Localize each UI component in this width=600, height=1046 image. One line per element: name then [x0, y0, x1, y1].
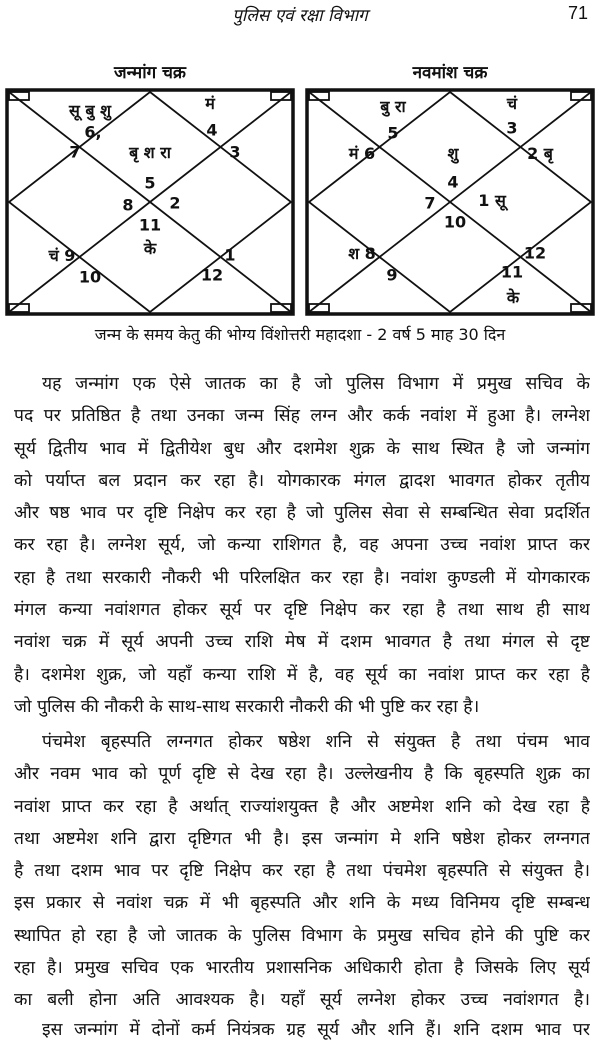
text-line: को पर्याप्त बल प्रदान कर रहा है। योगकारक मंगल द्वादश भावगत होकर तृतीय: [14, 470, 590, 491]
navamansh-chart-title: नवमांश चक्र: [412, 63, 488, 83]
house-number: 5: [144, 173, 156, 193]
house-number: 7: [424, 193, 436, 213]
chart-grid: [305, 88, 595, 316]
house-number: 6,: [84, 122, 102, 142]
house-label: सू बु शु: [69, 101, 111, 120]
text-line: पद पर प्रतिष्ठित है तथा उनका जन्म सिंह लग्न और कर्क नवांश में हुआ है। लग्नेश: [14, 406, 590, 427]
house-number: 8: [122, 195, 134, 215]
text-line: और नवम भाव को पूर्ण दृष्टि से देख रहा है। उल्लेखनीय है कि बृहस्पति शुक्र का: [14, 764, 590, 785]
text-line: जो पुलिस की नौकरी के साथ-साथ सरकारी नौकरी की भी पुष्टि कर रहा है।: [14, 696, 480, 717]
navamansh-chart: [305, 88, 595, 316]
house-number: 11: [500, 262, 524, 282]
text-line: नवांश प्राप्त कर रहा है अर्थात् राज्यांशयुक्त है और अष्टमेश शनि को देख रहा है: [14, 796, 590, 817]
house-number: 7: [69, 142, 81, 162]
house-number: 3: [506, 118, 518, 138]
house-label: चं: [506, 94, 518, 113]
text-line: नवांश चक्र में सूर्य अपनी उच्च राशि मेष में दशम भावगत है तथा मंगल से दृष्ट: [14, 632, 590, 653]
house-number: 3: [229, 142, 241, 162]
text-line: इस जन्मांग में दोनों कर्म नियंत्रक ग्रह सूर्य और शनि हैं। शनि दशम भाव पर: [42, 1020, 590, 1040]
text-line: है। दशमेश शुक्र, जो यहाँ कन्या राशि में है, वह सूर्य का नवांश प्राप्त कर रहा है: [14, 664, 590, 685]
house-label: श 8: [348, 244, 376, 263]
text-line: पंचमेश बृहस्पति लग्नगत होकर षष्ठेश शनि से संयुक्त है तथा पंचम भाव: [42, 732, 590, 752]
text-line: तथा अष्टमेश शनि द्वारा दृष्टिगत भी है। इस जन्मांग मे शनि षष्ठेश होकर लग्नगत: [14, 828, 590, 849]
house-number: 10: [78, 267, 102, 287]
house-number: 12: [523, 243, 547, 263]
janmang-chart: [5, 88, 295, 316]
house-label: शु: [447, 144, 459, 163]
house-number: 9: [386, 265, 398, 285]
chart-grid: [5, 88, 295, 316]
house-label: 1 सू: [478, 191, 506, 210]
house-number: 11: [138, 215, 162, 235]
text-line: है तथा दशम भाव पर दृष्टि निक्षेप कर रहा है तथा पंचमेश बृहस्पति से संयुक्त है।: [14, 861, 590, 882]
paragraph-3: [14, 1014, 590, 1046]
house-label: के: [506, 288, 520, 307]
page-header: [0, 0, 600, 28]
text-line: रहा है तथा सरकारी नौकरी भी परिलक्षित कर रहा है। नवांश कुण्डली में योगकारक: [14, 567, 590, 588]
house-label: के: [143, 239, 157, 258]
paragraph-1: [14, 368, 590, 723]
house-label: चं 9: [48, 246, 76, 265]
house-number: 10: [443, 212, 467, 232]
janmang-chart-title: जन्मांग चक्र: [114, 63, 186, 83]
paragraph-2: [14, 726, 590, 1017]
house-label: मं 6: [348, 144, 376, 163]
text-line: इस प्रकार से नवांश चक्र में भी बृहस्पति और शनि के मध्य विनिमय दृष्टि सम्बन्ध: [14, 893, 590, 914]
house-number: 4: [206, 120, 218, 140]
house-number: 2: [169, 193, 181, 213]
text-line: कर रहा है। लग्नेश सूर्य, जो कन्या राशिगत है, वह अपना उच्च नवांश प्राप्त कर: [14, 535, 590, 556]
text-line: सूर्य द्वितीय भाव में द्वितीयेश बुध और दशमेश शुक्र के साथ स्थित है जो जन्मांग: [14, 438, 590, 459]
running-title: पुलिस एवं रक्षा विभाग: [232, 6, 368, 26]
house-number: 4: [447, 172, 459, 192]
house-label: बृ श रा: [129, 143, 171, 162]
page-number: 71: [567, 3, 588, 23]
text-line: स्थापित हो रहा है जो जातक के पुलिस विभाग के प्रमुख सचिव होने की पुष्टि कर: [14, 925, 590, 946]
house-number: 12: [200, 265, 224, 285]
text-line: रहा है। प्रमुख सचिव एक भारतीय प्रशासनिक अधिकारी होता है जिसके लिए सूर्य: [14, 958, 590, 979]
house-label: मं: [205, 94, 215, 113]
house-number: 5: [387, 123, 399, 143]
text-line: मंगल कन्या नवांशगत होकर सूर्य पर दृष्टि निक्षेप कर रहा है तथा साथ ही साथ: [14, 600, 590, 621]
house-label: बु रा: [380, 97, 406, 116]
house-number: 1: [224, 245, 236, 265]
text-line: का बली होना अति आवश्यक है। यहाँ सूर्य लग्नेश होकर उच्च नवांशगत है।: [14, 990, 590, 1011]
text-line: यह जन्मांग एक ऐसे जातक का है जो पुलिस विभाग में प्रमुख सचिव के: [42, 374, 590, 394]
house-label: 2 बृ: [527, 144, 553, 163]
text-line: और षष्ठ भाव पर दृष्टि निक्षेप कर रहा है जो पुलिस सेवा से सम्बन्धित सेवा प्रदर्शित: [14, 503, 590, 524]
dasha-caption: जन्म के समय केतु की भोग्य विंशोत्तरी महादशा - 2 वर्ष 5 माह 30 दिन: [94, 325, 506, 344]
